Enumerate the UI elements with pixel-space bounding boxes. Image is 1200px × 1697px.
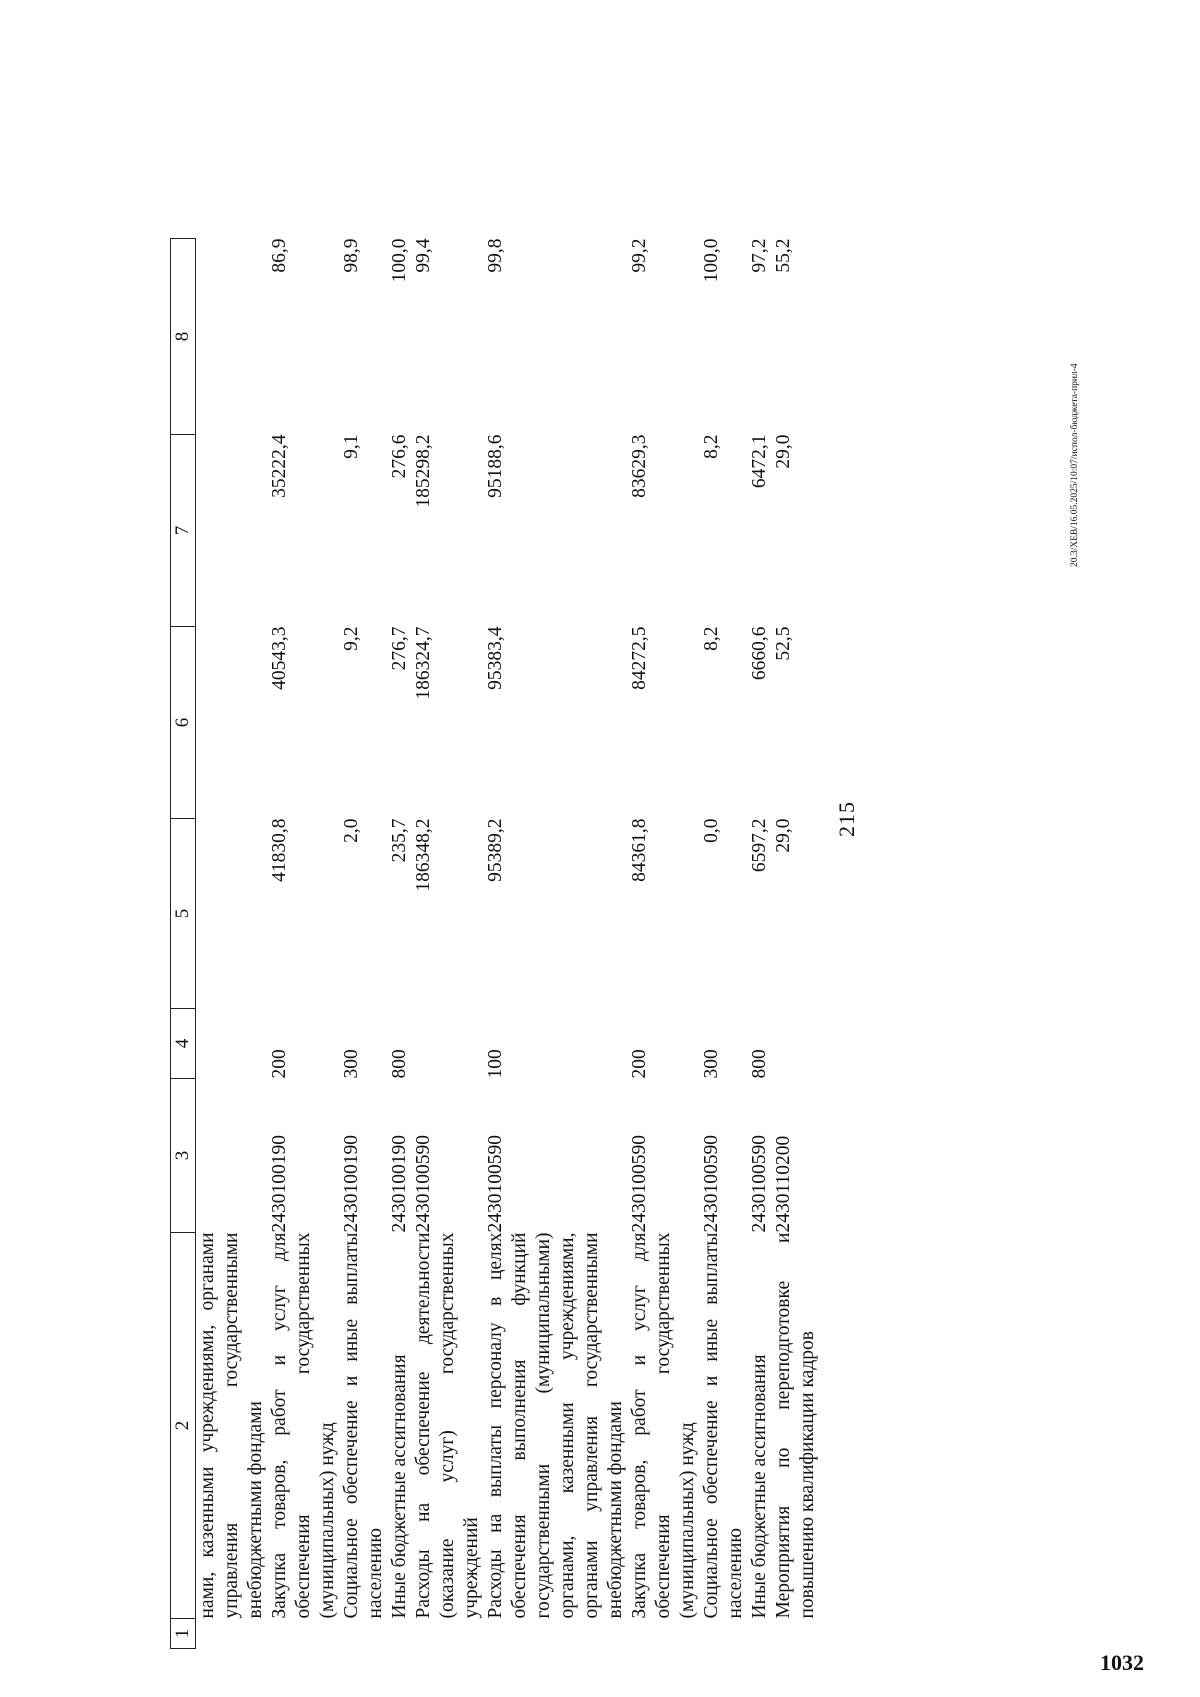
row-value-7: 83629,3	[629, 434, 650, 498]
table-row	[484, 239, 628, 1649]
table-row	[700, 239, 748, 1649]
table-row	[196, 239, 269, 1649]
row-code: 2430100590	[485, 1135, 506, 1233]
footer-code: 20.3/ХЕВ/16.05.2025/10:07/испол-бюджета-прил-4	[1070, 363, 1080, 567]
row-code: 2430100190	[389, 1135, 410, 1233]
row-code: 2430100190	[269, 1135, 290, 1233]
row-value-5: 186348,2	[413, 818, 434, 892]
row-value-7: 8,2	[701, 434, 722, 459]
row-code	[196, 1079, 269, 1233]
row-value-6: 84272,5	[629, 626, 650, 690]
row-code: 2430110200	[773, 1135, 794, 1233]
row-type: 800	[389, 1049, 410, 1079]
row-value-5: 41830,8	[269, 818, 290, 882]
row-value-7: 276,6	[389, 434, 410, 479]
budget-table	[170, 238, 820, 1649]
col-header: 2	[171, 1233, 196, 1619]
row-value-8: 97,2	[749, 238, 770, 273]
row-value-7: 185298,2	[413, 434, 434, 508]
row-value-8: 55,2	[773, 238, 794, 273]
row-type	[772, 1009, 820, 1079]
row-name: нами, казенными учреждениями, органами управления государственными внебюджетными фондами	[197, 1232, 266, 1619]
col-header: 3	[171, 1079, 196, 1233]
row-value-5: 29,0	[773, 818, 794, 853]
row-value-8: 99,4	[413, 238, 434, 273]
row-value-5: 0,0	[701, 818, 722, 843]
row-value-8: 99,8	[485, 238, 506, 273]
row-value-8: 99,2	[629, 238, 650, 273]
row-code: 2430100590	[413, 1135, 434, 1233]
row-name: Закупка товаров, работ и услуг для обеспечения государственных (муниципальных) нужд	[629, 1232, 698, 1619]
row-value-5: 95389,2	[485, 818, 506, 882]
row-value-7: 29,0	[773, 434, 794, 469]
row-name: Расходы на обеспечение деятельности (оказание услуг) государственных учреждений	[413, 1232, 482, 1619]
row-code: 2430100590	[749, 1135, 770, 1233]
row-name: Социальное обеспечение и иные выплаты населению	[701, 1232, 746, 1619]
row-code: 2430100590	[629, 1135, 650, 1233]
row-value-7: 9,1	[341, 434, 362, 459]
col-header: 4	[171, 1009, 196, 1079]
row-value-8: 100,0	[701, 238, 722, 283]
table-row	[340, 239, 388, 1649]
row-value-8: 86,9	[269, 238, 290, 273]
row-value-7: 6472,1	[749, 434, 770, 489]
row-type: 300	[701, 1049, 722, 1079]
row-type	[412, 1009, 484, 1079]
row-value-5	[196, 819, 269, 1009]
row-type: 200	[629, 1049, 650, 1079]
row-name: Расходы на выплаты персоналу в целях обеспечения выполнения функций государственными (муниципальными) органами, казенными учреждениями, органами управления государственными внебюджетными фондами	[485, 1232, 626, 1619]
row-value-6	[196, 627, 269, 819]
row-name: Мероприятия по переподготовке и повышению квалификации кадров	[773, 1232, 818, 1619]
row-value-6: 9,2	[341, 626, 362, 651]
row-value-8: 100,0	[389, 238, 410, 283]
table-row	[772, 239, 820, 1649]
row-value-7	[196, 435, 269, 627]
row-value-6: 52,5	[773, 626, 794, 661]
row-type	[196, 1009, 269, 1079]
row-value-5: 2,0	[341, 818, 362, 843]
row-name: Закупка товаров, работ и услуг для обеспечения государственных (муниципальных) нужд	[269, 1232, 338, 1619]
row-code: 2430100590	[701, 1135, 722, 1233]
row-value-5: 6597,2	[749, 818, 770, 873]
table-row	[412, 239, 484, 1649]
col-header: 5	[171, 819, 196, 1009]
row-value-6: 40543,3	[269, 626, 290, 690]
row-value-8: 98,9	[341, 238, 362, 273]
col-header: 7	[171, 435, 196, 627]
page-number: 215	[834, 801, 859, 837]
col-header: 6	[171, 627, 196, 819]
table-row	[748, 239, 772, 1649]
col-header: 8	[171, 239, 196, 435]
row-type: 100	[485, 1049, 506, 1079]
row-value-6: 95383,4	[485, 626, 506, 690]
row-name: Иные бюджетные ассигнования	[749, 1354, 770, 1619]
table-row	[628, 239, 700, 1649]
row-name: Иные бюджетные ассигнования	[389, 1354, 410, 1619]
sheet-number: 1032	[1100, 1650, 1144, 1675]
row-type: 300	[341, 1049, 362, 1079]
row-value-8	[196, 239, 269, 435]
row-name: Социальное обеспечение и иные выплаты населению	[341, 1232, 386, 1619]
row-value-7: 35222,4	[269, 434, 290, 498]
row-value-6: 186324,7	[413, 626, 434, 700]
table-row	[388, 239, 412, 1649]
row-value-6: 8,2	[701, 626, 722, 651]
row-value-5: 84361,8	[629, 818, 650, 882]
row-value-5: 235,7	[389, 818, 410, 863]
row-value-7: 95188,6	[485, 434, 506, 498]
row-type: 800	[749, 1049, 770, 1079]
header-row	[171, 239, 196, 1649]
row-type: 200	[269, 1049, 290, 1079]
table-row	[268, 239, 340, 1649]
col-header: 1	[171, 1619, 196, 1649]
row-value-6: 276,7	[389, 626, 410, 671]
row-value-6: 6660,6	[749, 626, 770, 681]
row-code: 2430100190	[341, 1135, 362, 1233]
